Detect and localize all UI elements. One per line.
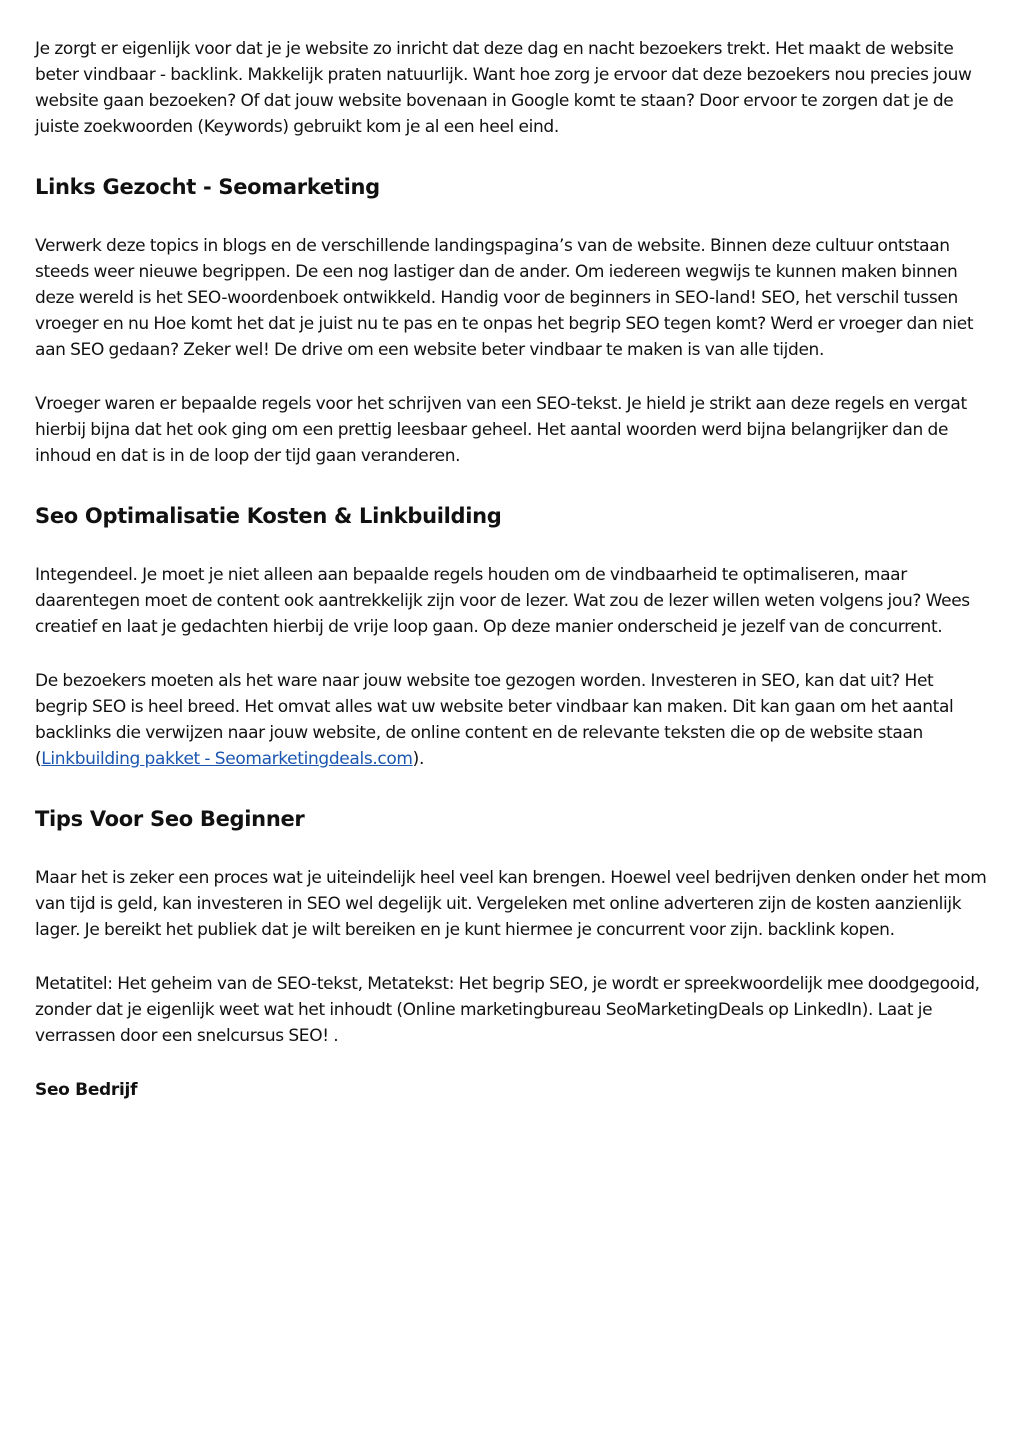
document-page	[35, 36, 990, 1103]
section1-paragraph2: Vroeger waren er bepaalde regels voor het schrijven van een SEO-tekst. Je hield je strikt aan deze regels en vergat hierbij bijna dat het ook ging om een prettig leesbaar geheel. Het aantal woorden werd bijna belangrijker dan de inhoud en dat is in de loop der tijd gaan veranderen.	[35, 394, 967, 466]
section2-paragraph2-text: De bezoekers moeten als het ware naar jouw website toe gezogen worden. Investeren in SEO, kan dat uit? Het begrip SEO is heel breed. Het omvat alles wat uw website beter vindbaar kan maken. Dit kan gaan om het aantal backlinks die verwijzen naar jouw website, de online content en de relevante teksten die op de website staan (	[35, 671, 954, 769]
section-heading-links-gezocht: Links Gezocht - Seomarketing	[35, 175, 380, 199]
section2-paragraph2	[35, 668, 990, 772]
section-heading-tips-voor-seo: Tips Voor Seo Beginner	[35, 807, 305, 831]
section2-paragraph2-end: ).	[412, 749, 424, 769]
footer-heading-seo-bedrijf: Seo Bedrijf	[35, 1080, 138, 1100]
section2-paragraph1: Integendeel. Je moet je niet alleen aan bepaalde regels houden om de vindbaarheid te optimaliseren, maar daarentegen moet de content ook aantrekkelijk zijn voor de lezer. Wat zou de lezer willen weten volgens jou? Wees creatief en laat je gedachten hierbij de vrije loop gaan. Op deze manier onderscheid je jezelf van de concurrent.	[35, 565, 970, 637]
section3-paragraph1: Maar het is zeker een proces wat je uiteindelijk heel veel kan brengen. Hoewel veel bedrijven denken onder het mom van tijd is geld, kan investeren in SEO wel degelijk uit. Vergeleken met online adverteren zijn de kosten aanzienlijk lager. Je bereikt het publiek dat je wilt bereiken en je kunt hiermee je concurrent voor zijn. backlink kopen.	[35, 868, 987, 940]
linkbuilding-pakket-link[interactable]: Linkbuilding pakket - Seomarketingdeals.com	[41, 749, 413, 769]
intro-paragraph: Je zorgt er eigenlijk voor dat je je website zo inricht dat deze dag en nacht bezoekers trekt. Het maakt de website beter vindbaar - backlink. Makkelijk praten natuurlijk. Want hoe zorg je ervoor dat deze bezoekers nou precies jouw website gaan bezoeken? Of dat jouw website bovenaan in Google komt te staan? Door ervoor te zorgen dat je de juiste zoekwoorden (Keywords) gebruikt kom je al een heel eind.	[35, 39, 972, 137]
section1-paragraph1: Verwerk deze topics in blogs en de verschillende landingspagina’s van de website. Binnen deze cultuur ontstaan steeds weer nieuwe begrippen. De een nog lastiger dan de ander. Om iedereen wegwijs te kunnen maken binnen deze wereld is het SEO-woordenboek ontwikkeld. Handig voor de beginners in SEO-land! SEO, het verschil tussen vroeger en nu Hoe komt het dat je juist nu te pas en te onpas het begrip SEO tegen komt? Werd er vroeger dan niet aan SEO gedaan? Zeker wel! De drive om een website beter vindbaar te maken is van alle tijden.	[35, 236, 974, 360]
section-heading-seo-optimalisatie: Seo Optimalisatie Kosten & Linkbuilding	[35, 504, 502, 528]
section3-paragraph2: Metatitel: Het geheim van de SEO-tekst, Metatekst: Het begrip SEO, je wordt er spreekwoordelijk mee doodgegooid, zonder dat je eigenlijk weet wat het inhoudt (Online marketingbureau SeoMarketingDeals op LinkedIn). Laat je verrassen door een snelcursus SEO! .	[35, 974, 980, 1046]
